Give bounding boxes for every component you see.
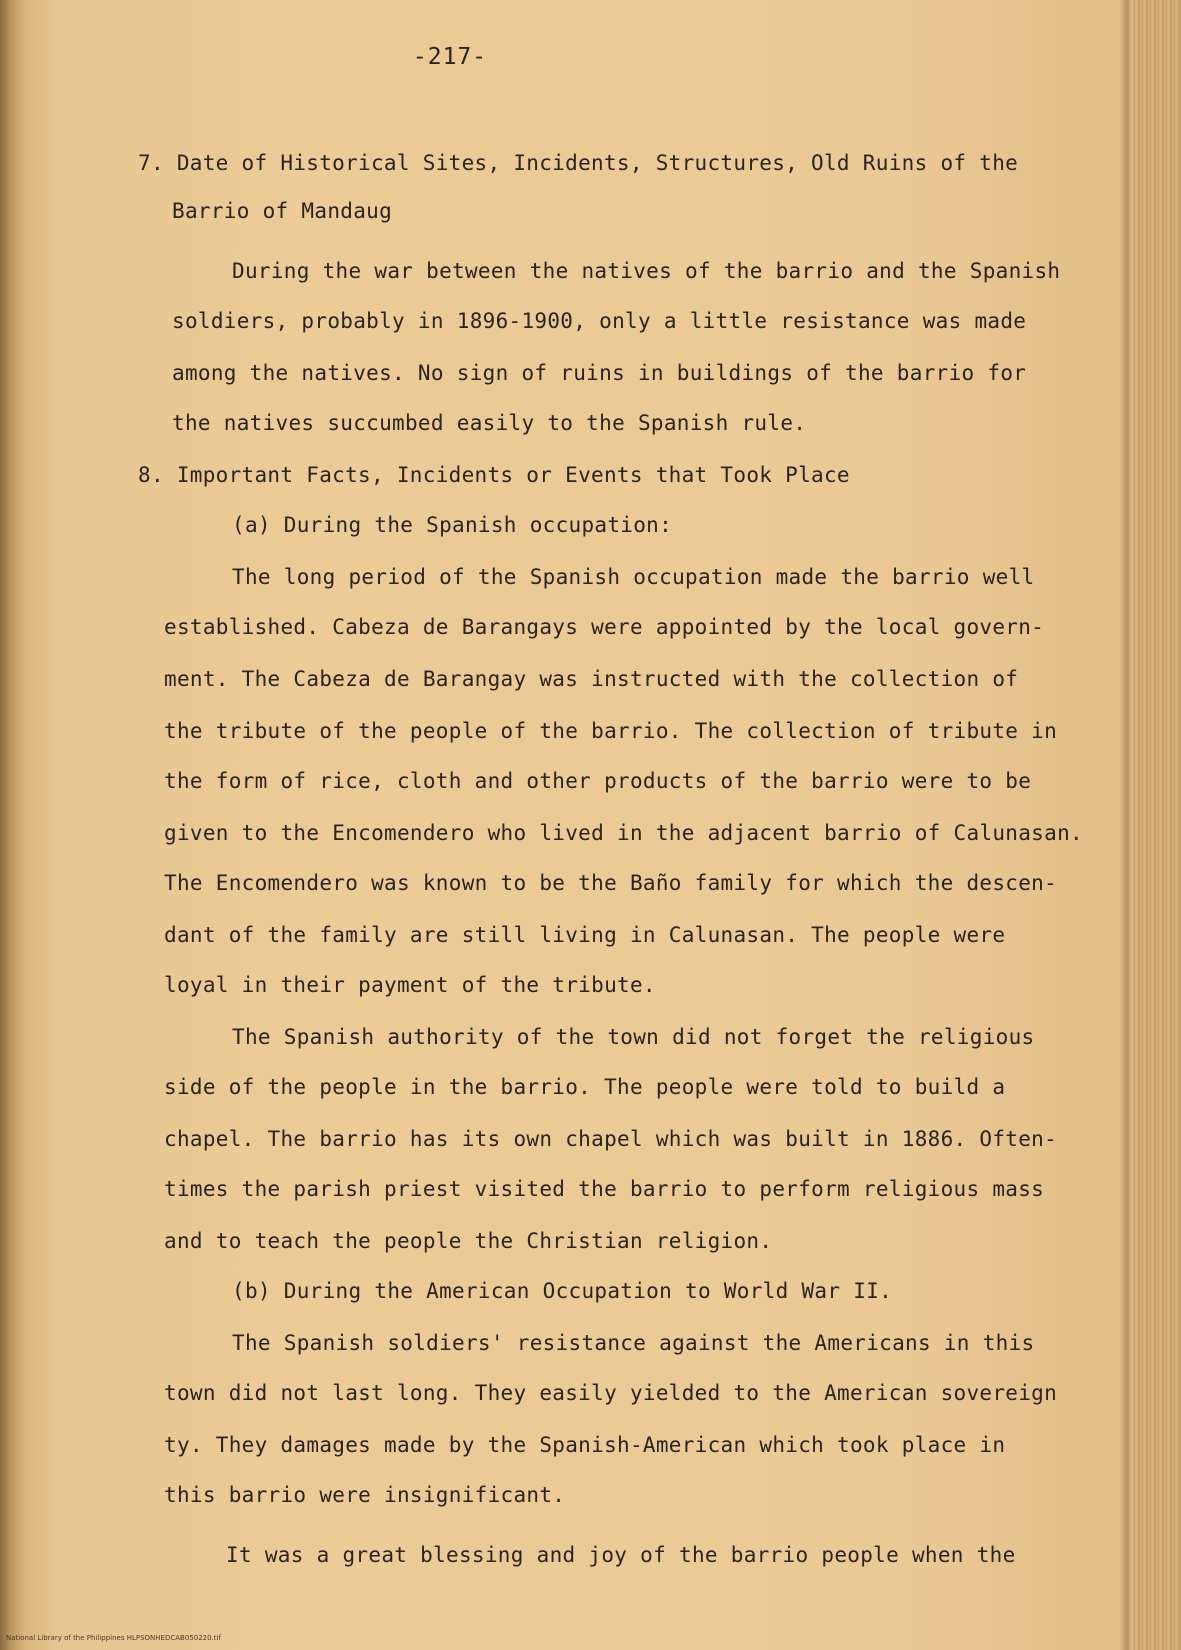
text-line: the tribute of the people of the barrio. The collection of tribute in [164,719,1058,743]
text-line: The Encomendero was known to be the Baño family for which the descen- [164,871,1058,895]
text-line: 7. Date of Historical Sites, Incidents, Structures, Old Ruins of the [138,151,1019,175]
page-edge-strips [1133,0,1181,1650]
text-line: (b) During the American Occupation to World War II. [232,1279,893,1303]
text-line: 8. Important Facts, Incidents or Events that Took Place [138,463,850,487]
text-line: The Spanish soldiers' resistance against the Americans in this [232,1331,1035,1355]
text-line: ment. The Cabeza de Barangay was instructed with the collection of [164,667,1019,691]
text-line: The Spanish authority of the town did not forget the religious [232,1025,1035,1049]
text-line: established. Cabeza de Barangays were appointed by the local govern- [164,615,1045,639]
text-line: soldiers, probably in 1896-1900, only a little resistance was made [172,309,1027,333]
text-line: ty. They damages made by the Spanish-American which took place in [164,1433,1006,1457]
text-line: It was a great blessing and joy of the barrio people when the [226,1543,1016,1567]
text-line: chapel. The barrio has its own chapel which was built in 1886. Often- [164,1127,1058,1151]
text-line: dant of the family are still living in Calunasan. The people were [164,923,1006,947]
scan-footer: National Library of the Philippines HLPSONHEDCAB050220.tif [6,1634,221,1642]
text-line: town did not last long. They easily yielded to the American sovereign [164,1381,1058,1405]
text-line: During the war between the natives of the barrio and the Spanish [232,259,1061,283]
text-line: loyal in their payment of the tribute. [164,973,656,997]
text-line: this barrio were insignificant. [164,1483,566,1507]
text-line: and to teach the people the Christian religion. [164,1229,773,1253]
text-line: times the parish priest visited the barrio to perform religious mass [164,1177,1045,1201]
text-line: the natives succumbed easily to the Spanish rule. [172,411,807,435]
text-line: Barrio of Mandaug [172,199,393,223]
text-line: (a) During the Spanish occupation: [232,513,673,537]
page-edge-shadow [1120,0,1134,1650]
text-line: The long period of the Spanish occupation made the barrio well [232,565,1035,589]
text-line: side of the people in the barrio. The people were told to build a [164,1075,1006,1099]
text-line: the form of rice, cloth and other products of the barrio were to be [164,769,1032,793]
page-number: -217- [412,44,488,70]
text-line: given to the Encomendero who lived in the adjacent barrio of Calunasan. [164,821,1083,845]
text-line: among the natives. No sign of ruins in buildings of the barrio for [172,361,1027,385]
